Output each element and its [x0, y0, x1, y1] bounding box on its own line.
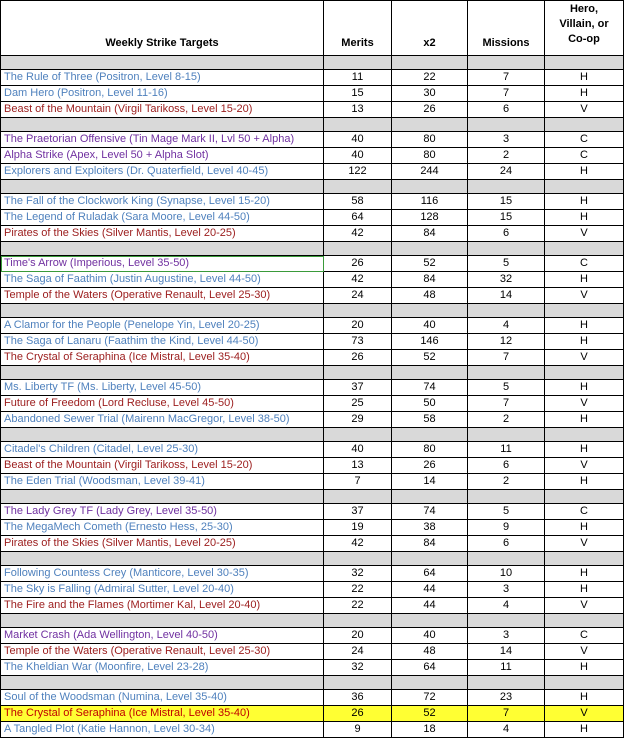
separator-cell[interactable]	[392, 428, 468, 442]
target-name-cell[interactable]: The Eden Trial (Woodsman, Level 39-41)	[1, 474, 324, 490]
table-row	[1, 598, 624, 614]
table-row	[1, 412, 624, 428]
merits-cell[interactable]: 64	[324, 210, 392, 226]
merits-cell[interactable]: 24	[324, 288, 392, 304]
merits-cell[interactable]: 22	[324, 598, 392, 614]
type-cell[interactable]: V	[545, 644, 624, 660]
merits-cell[interactable]: 26	[324, 350, 392, 366]
separator-cell[interactable]	[545, 552, 624, 566]
merits-cell[interactable]: 26	[324, 706, 392, 722]
type-cell[interactable]: H	[545, 412, 624, 428]
group-separator	[1, 490, 624, 504]
missions-cell[interactable]: 24	[468, 164, 545, 180]
table-row	[1, 226, 624, 242]
type-cell[interactable]: H	[545, 380, 624, 396]
separator-cell[interactable]	[545, 428, 624, 442]
type-cell[interactable]: V	[545, 350, 624, 366]
separator-cell[interactable]	[468, 180, 545, 194]
missions-cell[interactable]: 6	[468, 458, 545, 474]
missions-cell[interactable]: 15	[468, 194, 545, 210]
target-name-cell[interactable]: Citadel's Children (Citadel, Level 25-30)	[1, 442, 324, 458]
separator-cell[interactable]	[392, 676, 468, 690]
merits-cell[interactable]: 122	[324, 164, 392, 180]
target-name-cell[interactable]: A Tangled Plot (Katie Hannon, Level 30-34)	[1, 722, 324, 738]
separator-cell[interactable]	[468, 304, 545, 318]
table-row	[1, 628, 624, 644]
missions-cell[interactable]: 2	[468, 474, 545, 490]
table-row	[1, 690, 624, 706]
merits-cell[interactable]: 40	[324, 132, 392, 148]
x2-cell[interactable]: 116	[392, 194, 468, 210]
target-name-cell[interactable]: The Rule of Three (Positron, Level 8-15)	[1, 70, 324, 86]
table-row	[1, 504, 624, 520]
type-cell[interactable]: H	[545, 660, 624, 676]
separator-cell[interactable]	[392, 366, 468, 380]
table-row	[1, 474, 624, 490]
type-cell[interactable]: V	[545, 396, 624, 412]
separator-cell[interactable]	[1, 552, 324, 566]
separator-cell[interactable]	[392, 118, 468, 132]
separator-cell[interactable]	[392, 180, 468, 194]
table-row	[1, 520, 624, 536]
target-name-cell[interactable]: The Praetorian Offensive (Tin Mage Mark II, Lvl 50 + Alpha)	[1, 132, 324, 148]
separator-cell[interactable]	[392, 304, 468, 318]
x2-cell[interactable]: 64	[392, 566, 468, 582]
x2-cell[interactable]: 146	[392, 334, 468, 350]
target-name-cell[interactable]: The MegaMech Cometh (Ernesto Hess, 25-30)	[1, 520, 324, 536]
merits-cell[interactable]: 40	[324, 148, 392, 164]
separator-cell[interactable]	[468, 366, 545, 380]
header-target: Weekly Strike Targets	[1, 1, 324, 56]
target-name-cell[interactable]: Beast of the Mountain (Virgil Tarikoss, Level 15-20)	[1, 102, 324, 118]
type-cell[interactable]: V	[545, 598, 624, 614]
separator-cell[interactable]	[468, 614, 545, 628]
target-name-cell[interactable]: Following Countess Crey (Manticore, Level 30-35)	[1, 566, 324, 582]
missions-cell[interactable]: 15	[468, 210, 545, 226]
missions-cell[interactable]: 6	[468, 102, 545, 118]
x2-cell[interactable]: 22	[392, 70, 468, 86]
x2-cell[interactable]: 26	[392, 102, 468, 118]
separator-cell[interactable]	[324, 676, 392, 690]
target-name-cell[interactable]: The Fire and the Flames (Mortimer Kal, Level 20-40)	[1, 598, 324, 614]
table-row	[1, 334, 624, 350]
merits-cell[interactable]: 7	[324, 474, 392, 490]
target-name-cell[interactable]: The Crystal of Seraphina (Ice Mistral, Level 35-40)	[1, 350, 324, 366]
type-cell[interactable]: H	[545, 164, 624, 180]
x2-cell[interactable]: 64	[392, 660, 468, 676]
separator-cell[interactable]	[324, 304, 392, 318]
merits-cell[interactable]: 25	[324, 396, 392, 412]
separator-cell[interactable]	[1, 676, 324, 690]
separator-cell[interactable]	[468, 56, 545, 70]
missions-cell[interactable]: 14	[468, 288, 545, 304]
type-cell[interactable]: H	[545, 690, 624, 706]
missions-cell[interactable]: 2	[468, 148, 545, 164]
table-row	[1, 442, 624, 458]
missions-cell[interactable]: 10	[468, 566, 545, 582]
type-cell[interactable]: C	[545, 628, 624, 644]
separator-cell[interactable]	[545, 490, 624, 504]
table-row	[1, 256, 624, 272]
x2-cell[interactable]: 14	[392, 474, 468, 490]
missions-cell[interactable]: 4	[468, 598, 545, 614]
type-cell[interactable]: H	[545, 722, 624, 738]
table-row	[1, 70, 624, 86]
merits-cell[interactable]: 22	[324, 582, 392, 598]
type-cell[interactable]: V	[545, 536, 624, 552]
table-row	[1, 86, 624, 102]
table-body	[1, 56, 624, 738]
table-row	[1, 458, 624, 474]
header-type-line2: Villain, or	[559, 18, 609, 30]
missions-cell[interactable]: 11	[468, 660, 545, 676]
type-cell[interactable]: V	[545, 706, 624, 722]
separator-cell[interactable]	[1, 304, 324, 318]
x2-cell[interactable]: 244	[392, 164, 468, 180]
table-row	[1, 272, 624, 288]
type-cell[interactable]: C	[545, 148, 624, 164]
type-cell[interactable]: C	[545, 504, 624, 520]
table-row	[1, 164, 624, 180]
missions-cell[interactable]: 4	[468, 722, 545, 738]
separator-cell[interactable]	[468, 428, 545, 442]
target-name-cell[interactable]: Temple of the Waters (Operative Renault, Level 25-30)	[1, 644, 324, 660]
separator-cell[interactable]	[324, 366, 392, 380]
x2-cell[interactable]: 84	[392, 226, 468, 242]
separator-cell[interactable]	[1, 490, 324, 504]
type-cell[interactable]: H	[545, 86, 624, 102]
x2-cell[interactable]: 30	[392, 86, 468, 102]
separator-cell[interactable]	[545, 614, 624, 628]
type-cell[interactable]: H	[545, 210, 624, 226]
target-name-cell[interactable]: The Sky is Falling (Admiral Sutter, Level 20-40)	[1, 582, 324, 598]
x2-cell[interactable]: 52	[392, 350, 468, 366]
separator-cell[interactable]	[545, 242, 624, 256]
table-row	[1, 582, 624, 598]
separator-cell[interactable]	[545, 180, 624, 194]
type-cell[interactable]: H	[545, 582, 624, 598]
header-type-line1: Hero,	[569, 3, 599, 15]
missions-cell[interactable]: 7	[468, 70, 545, 86]
table-row	[1, 536, 624, 552]
merits-cell[interactable]: 40	[324, 442, 392, 458]
target-name-cell[interactable]: The Fall of the Clockwork King (Synapse, Level 15-20)	[1, 194, 324, 210]
separator-cell[interactable]	[545, 366, 624, 380]
header-x2: x2	[392, 1, 468, 56]
type-cell[interactable]: V	[545, 102, 624, 118]
x2-cell[interactable]: 40	[392, 318, 468, 334]
table-row	[1, 148, 624, 164]
merits-cell[interactable]: 15	[324, 86, 392, 102]
separator-cell[interactable]	[324, 428, 392, 442]
separator-cell[interactable]	[324, 56, 392, 70]
merits-cell[interactable]: 13	[324, 102, 392, 118]
target-name-cell[interactable]: Time's Arrow (Imperious, Level 35-50)	[1, 256, 324, 272]
group-separator	[1, 56, 624, 70]
merits-cell[interactable]: 26	[324, 256, 392, 272]
missions-cell[interactable]: 5	[468, 256, 545, 272]
separator-cell[interactable]	[1, 180, 324, 194]
x2-cell[interactable]: 84	[392, 536, 468, 552]
target-name-cell[interactable]: Explorers and Exploiters (Dr. Quaterfield, Level 40-45)	[1, 164, 324, 180]
target-name-cell[interactable]: Alpha Strike (Apex, Level 50 + Alpha Slot)	[1, 148, 324, 164]
merits-cell[interactable]: 32	[324, 660, 392, 676]
table-row	[1, 102, 624, 118]
group-separator	[1, 676, 624, 690]
type-cell[interactable]: H	[545, 474, 624, 490]
x2-cell[interactable]: 84	[392, 272, 468, 288]
missions-cell[interactable]: 5	[468, 380, 545, 396]
table-row	[1, 210, 624, 226]
merits-cell[interactable]: 19	[324, 520, 392, 536]
separator-cell[interactable]	[468, 118, 545, 132]
separator-cell[interactable]	[545, 304, 624, 318]
table-row	[1, 396, 624, 412]
missions-cell[interactable]: 9	[468, 520, 545, 536]
group-separator	[1, 614, 624, 628]
group-separator	[1, 180, 624, 194]
separator-cell[interactable]	[545, 56, 624, 70]
x2-cell[interactable]: 50	[392, 396, 468, 412]
separator-cell[interactable]	[1, 56, 324, 70]
table-row	[1, 132, 624, 148]
separator-cell[interactable]	[1, 118, 324, 132]
target-name-cell[interactable]: The Crystal of Seraphina (Ice Mistral, Level 35-40)	[1, 706, 324, 722]
type-cell[interactable]: V	[545, 288, 624, 304]
merits-cell[interactable]: 9	[324, 722, 392, 738]
separator-cell[interactable]	[324, 242, 392, 256]
merits-cell[interactable]: 13	[324, 458, 392, 474]
missions-cell[interactable]: 11	[468, 442, 545, 458]
separator-cell[interactable]	[324, 118, 392, 132]
missions-cell[interactable]: 23	[468, 690, 545, 706]
separator-cell[interactable]	[324, 614, 392, 628]
missions-cell[interactable]: 3	[468, 628, 545, 644]
separator-cell[interactable]	[324, 180, 392, 194]
x2-cell[interactable]: 74	[392, 504, 468, 520]
type-cell[interactable]: H	[545, 70, 624, 86]
separator-cell[interactable]	[1, 614, 324, 628]
missions-cell[interactable]: 4	[468, 318, 545, 334]
missions-cell[interactable]: 6	[468, 536, 545, 552]
x2-cell[interactable]: 80	[392, 148, 468, 164]
x2-cell[interactable]: 48	[392, 288, 468, 304]
missions-cell[interactable]: 12	[468, 334, 545, 350]
separator-cell[interactable]	[392, 56, 468, 70]
table-row	[1, 350, 624, 366]
separator-cell[interactable]	[1, 428, 324, 442]
table-row	[1, 706, 624, 722]
header-type	[545, 1, 624, 56]
missions-cell[interactable]: 7	[468, 350, 545, 366]
x2-cell[interactable]: 72	[392, 690, 468, 706]
target-name-cell[interactable]: The Saga of Lanaru (Faathim the Kind, Level 44-50)	[1, 334, 324, 350]
merits-cell[interactable]: 20	[324, 628, 392, 644]
table-row	[1, 644, 624, 660]
header-merits: Merits	[324, 1, 392, 56]
group-separator	[1, 552, 624, 566]
separator-cell[interactable]	[392, 242, 468, 256]
type-cell[interactable]: H	[545, 318, 624, 334]
missions-cell[interactable]: 5	[468, 504, 545, 520]
target-name-cell[interactable]: The Legend of Ruladak (Sara Moore, Level 44-50)	[1, 210, 324, 226]
missions-cell[interactable]: 32	[468, 272, 545, 288]
table-row	[1, 288, 624, 304]
target-name-cell[interactable]: Abandoned Sewer Trial (Mairenn MacGregor, Level 38-50)	[1, 412, 324, 428]
target-name-cell[interactable]: The Saga of Faathim (Justin Augustine, Level 44-50)	[1, 272, 324, 288]
group-separator	[1, 118, 624, 132]
target-name-cell[interactable]: Pirates of the Skies (Silver Mantis, Level 20-25)	[1, 226, 324, 242]
x2-cell[interactable]: 128	[392, 210, 468, 226]
merits-cell[interactable]: 42	[324, 226, 392, 242]
missions-cell[interactable]: 14	[468, 644, 545, 660]
missions-cell[interactable]: 3	[468, 132, 545, 148]
type-cell[interactable]: H	[545, 442, 624, 458]
x2-cell[interactable]: 52	[392, 706, 468, 722]
merits-cell[interactable]: 29	[324, 412, 392, 428]
header-missions: Missions	[468, 1, 545, 56]
merits-cell[interactable]: 42	[324, 272, 392, 288]
merits-cell[interactable]: 37	[324, 380, 392, 396]
target-name-cell[interactable]: Ms. Liberty TF (Ms. Liberty, Level 45-50)	[1, 380, 324, 396]
x2-cell[interactable]: 58	[392, 412, 468, 428]
missions-cell[interactable]: 7	[468, 706, 545, 722]
type-cell[interactable]: H	[545, 520, 624, 536]
merits-cell[interactable]: 11	[324, 70, 392, 86]
merits-cell[interactable]: 58	[324, 194, 392, 210]
x2-cell[interactable]: 44	[392, 598, 468, 614]
merits-cell[interactable]: 20	[324, 318, 392, 334]
type-cell[interactable]: H	[545, 272, 624, 288]
target-name-cell[interactable]: The Lady Grey TF (Lady Grey, Level 35-50)	[1, 504, 324, 520]
table-row	[1, 722, 624, 738]
type-cell[interactable]: H	[545, 194, 624, 210]
x2-cell[interactable]: 80	[392, 132, 468, 148]
type-cell[interactable]: H	[545, 566, 624, 582]
group-separator	[1, 304, 624, 318]
merits-cell[interactable]: 32	[324, 566, 392, 582]
type-cell[interactable]: H	[545, 334, 624, 350]
header-row	[1, 1, 624, 56]
merits-cell[interactable]: 73	[324, 334, 392, 350]
target-name-cell[interactable]: Dam Hero (Positron, Level 11-16)	[1, 86, 324, 102]
header-type-line3: Co-op	[568, 33, 600, 45]
x2-cell[interactable]: 80	[392, 442, 468, 458]
x2-cell[interactable]: 38	[392, 520, 468, 536]
x2-cell[interactable]: 74	[392, 380, 468, 396]
separator-cell[interactable]	[468, 676, 545, 690]
table-row	[1, 194, 624, 210]
missions-cell[interactable]: 3	[468, 582, 545, 598]
separator-cell[interactable]	[392, 614, 468, 628]
x2-cell[interactable]: 18	[392, 722, 468, 738]
target-name-cell[interactable]: Future of Freedom (Lord Recluse, Level 45-50)	[1, 396, 324, 412]
target-name-cell[interactable]: The Kheldian War (Moonfire, Level 23-28)	[1, 660, 324, 676]
separator-cell[interactable]	[468, 552, 545, 566]
separator-cell[interactable]	[392, 552, 468, 566]
target-name-cell[interactable]: Temple of the Waters (Operative Renault, Level 25-30)	[1, 288, 324, 304]
group-separator	[1, 428, 624, 442]
separator-cell[interactable]	[324, 490, 392, 504]
type-cell[interactable]: C	[545, 256, 624, 272]
x2-cell[interactable]: 52	[392, 256, 468, 272]
target-name-cell[interactable]: Beast of the Mountain (Virgil Tarikoss, Level 15-20)	[1, 458, 324, 474]
target-name-cell[interactable]: Pirates of the Skies (Silver Mantis, Level 20-25)	[1, 536, 324, 552]
target-name-cell[interactable]: Soul of the Woodsman (Numina, Level 35-40)	[1, 690, 324, 706]
table-row	[1, 566, 624, 582]
missions-cell[interactable]: 7	[468, 396, 545, 412]
separator-cell[interactable]	[468, 242, 545, 256]
table-row	[1, 660, 624, 676]
target-name-cell[interactable]: A Clamor for the People (Penelope Yin, Level 20-25)	[1, 318, 324, 334]
separator-cell[interactable]	[545, 118, 624, 132]
x2-cell[interactable]: 26	[392, 458, 468, 474]
group-separator	[1, 242, 624, 256]
missions-cell[interactable]: 6	[468, 226, 545, 242]
separator-cell[interactable]	[392, 490, 468, 504]
target-name-cell[interactable]: Market Crash (Ada Wellington, Level 40-50)	[1, 628, 324, 644]
table-row	[1, 380, 624, 396]
missions-cell[interactable]: 7	[468, 86, 545, 102]
separator-cell[interactable]	[1, 366, 324, 380]
separator-cell[interactable]	[468, 490, 545, 504]
group-separator	[1, 366, 624, 380]
type-cell[interactable]: C	[545, 132, 624, 148]
merits-cell[interactable]: 37	[324, 504, 392, 520]
table-row	[1, 318, 624, 334]
x2-cell[interactable]: 44	[392, 582, 468, 598]
type-cell[interactable]: V	[545, 458, 624, 474]
missions-cell[interactable]: 2	[468, 412, 545, 428]
separator-cell[interactable]	[545, 676, 624, 690]
x2-cell[interactable]: 48	[392, 644, 468, 660]
type-cell[interactable]: V	[545, 226, 624, 242]
x2-cell[interactable]: 40	[392, 628, 468, 644]
merits-cell[interactable]: 36	[324, 690, 392, 706]
merits-cell[interactable]: 42	[324, 536, 392, 552]
merits-cell[interactable]: 24	[324, 644, 392, 660]
separator-cell[interactable]	[1, 242, 324, 256]
separator-cell[interactable]	[324, 552, 392, 566]
